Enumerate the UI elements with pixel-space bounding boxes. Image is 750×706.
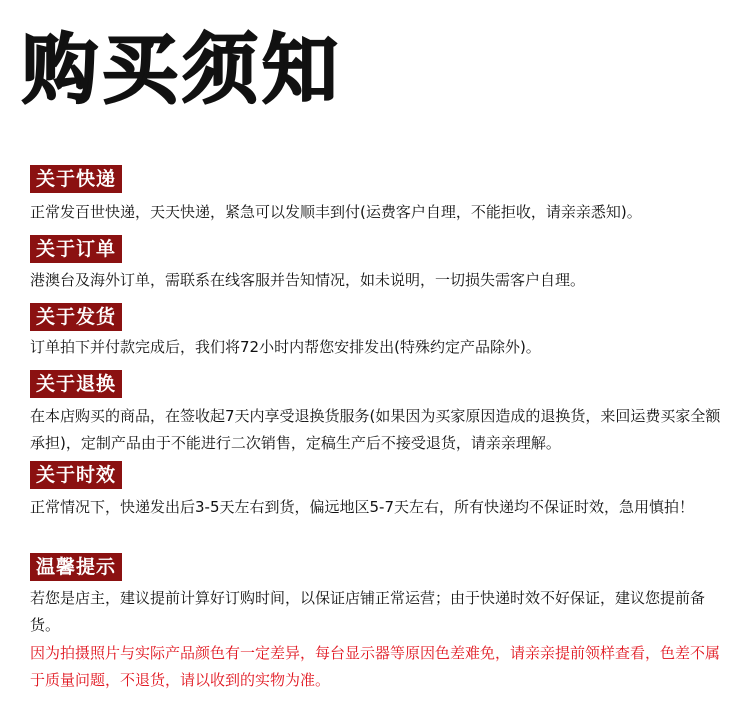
section-text-order: 港澳台及海外订单，需联系在线客服并告知情况，如未说明，一切损失需客户自理。: [30, 271, 586, 289]
section-tag-shipping: 关于发货: [30, 303, 122, 331]
page-title: 购买须知: [22, 25, 342, 114]
section-tag-returns: 关于退换: [30, 370, 122, 398]
color-difference-warning: 因为拍摄照片与实际产品颜色有一定差异，每台显示器等原因色差难免，请亲亲提前领样查看，色差不属于质量问题，不退货，请以收到的实物为准。: [30, 644, 721, 689]
section-text-shipping: 订单拍下并付款完成后，我们将72小时内帮您安排发出(特殊约定产品除外)。: [30, 338, 541, 356]
section-text-tips: 若您是店主，建议提前计算好订购时间，以保证店铺正常运营；由于快递时效不好保证，建议您提前备货。: [30, 589, 706, 634]
section-tag-timing: 关于时效: [30, 461, 122, 489]
section-text-returns: 在本店购买的商品，在签收起7天内享受退换货服务(如果因为买家原因造成的退换货，来回运费买家全额承担)，定制产品由于不能进行二次销售，定稿生产后不接受退货，请亲亲理解。: [30, 407, 721, 452]
section-tag-express: 关于快递: [30, 165, 122, 193]
section-text-timing: 正常情况下，快递发出后3-5天左右到货，偏远地区5-7天左右，所有快递均不保证时效，急用慎拍！: [30, 498, 695, 516]
section-text-express: 正常发百世快递，天天快递，紧急可以发顺丰到付(运费客户自理，不能拒收，请亲亲悉知)。: [30, 203, 642, 221]
section-tag-order: 关于订单: [30, 235, 122, 263]
section-tag-tips: 温馨提示: [30, 553, 122, 581]
